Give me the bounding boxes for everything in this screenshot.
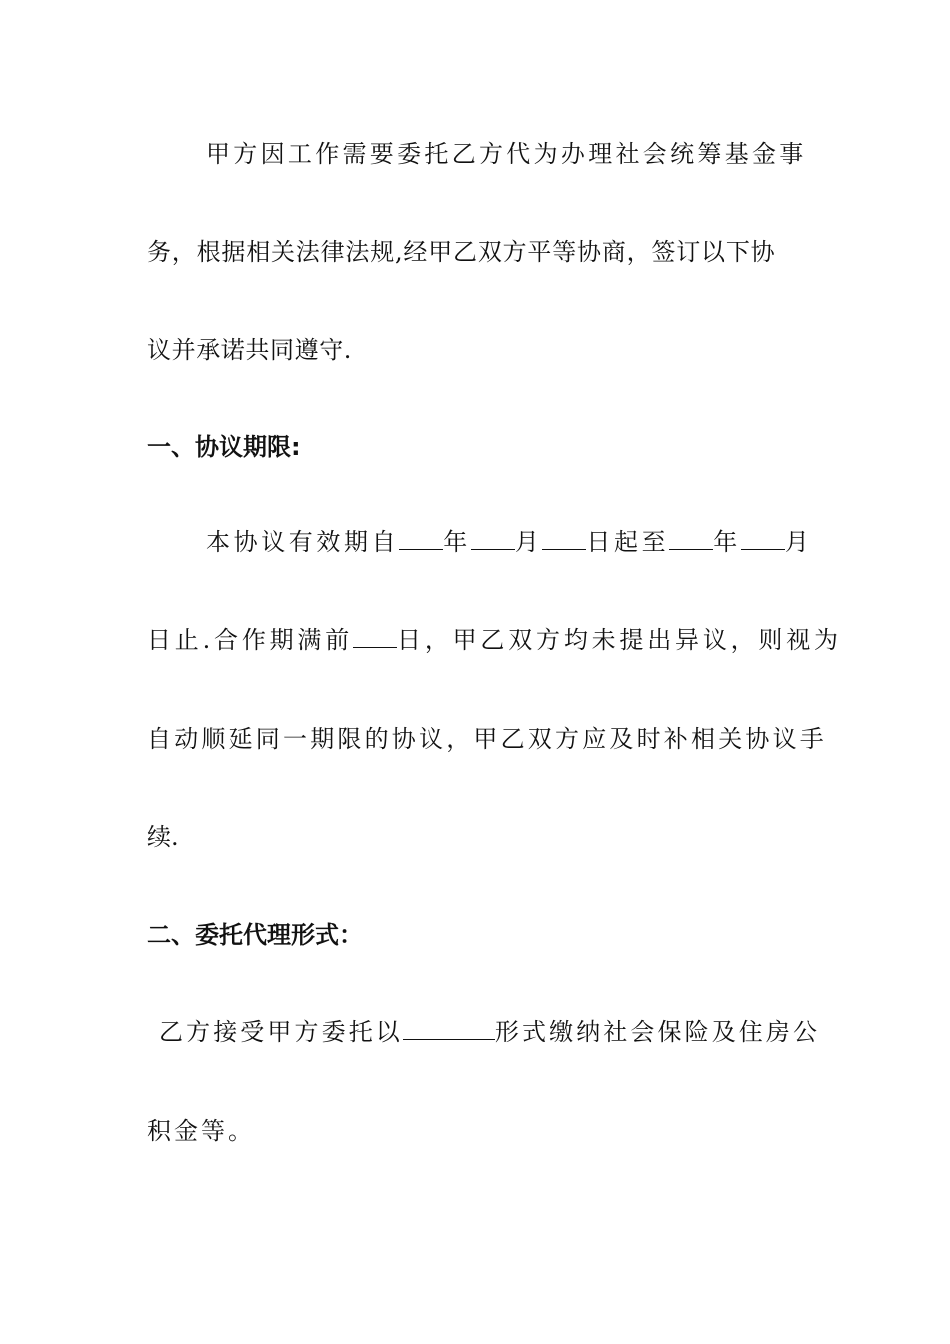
start-day-blank[interactable] (542, 527, 586, 550)
term-text-renewal: 日，甲乙双方均未提出异议，则视为 (397, 626, 842, 654)
intro-line-3: 议并承诺共同遵守. (147, 336, 353, 364)
term-paragraph-line-1 (206, 527, 812, 557)
start-month-blank[interactable] (471, 527, 515, 550)
intro-line-2: 务，根据相关法律法规,经甲乙双方平等协商，签订以下协 (147, 238, 776, 266)
term-paragraph-line-2 (147, 625, 842, 655)
notice-days-blank[interactable] (353, 625, 397, 648)
term-text-start: 本协议有效期自 (206, 528, 400, 556)
agency-paragraph-line-1 (159, 1017, 820, 1047)
term-text-until: 日起至 (586, 528, 670, 556)
term-text-end-year: 年 (713, 528, 741, 556)
agency-paragraph-line-2: 积金等。 (147, 1117, 255, 1145)
agency-text-start: 乙方接受甲方委托以 (159, 1018, 403, 1046)
start-year-blank[interactable] (399, 527, 443, 550)
term-text-month: 月 (514, 528, 543, 556)
end-year-blank[interactable] (669, 527, 713, 550)
agency-form-blank[interactable] (403, 1017, 495, 1040)
term-text-end-month: 月 (784, 528, 813, 556)
agency-text-end: 形式缴纳社会保险及住房公 (494, 1018, 821, 1046)
term-paragraph-line-3: 自动顺延同一期限的协议，甲乙双方应及时补相关协议手 (147, 725, 827, 753)
term-text-year: 年 (443, 528, 471, 556)
section-1-heading: 一、协议期限: (147, 433, 301, 461)
section-2-heading: 二、委托代理形式： (147, 921, 363, 949)
end-month-blank[interactable] (741, 527, 785, 550)
document-page (147, 0, 842, 1344)
term-paragraph-line-4: 续. (147, 823, 179, 851)
intro-line-1: 甲方因工作需要委托乙方代为办理社会统筹基金事 (206, 140, 807, 168)
term-text-end: 日止.合作期满前 (147, 626, 354, 654)
